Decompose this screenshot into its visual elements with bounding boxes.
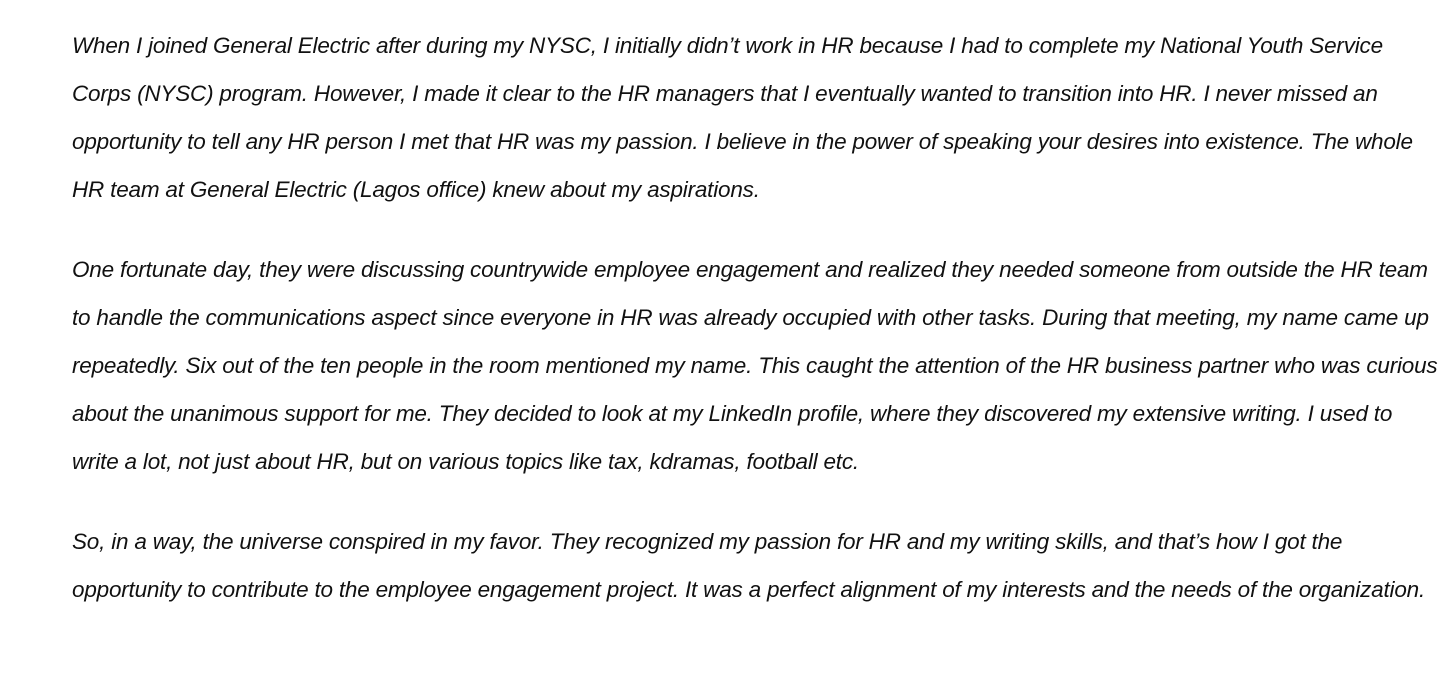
paragraph-employee-engagement: One fortunate day, they were discussing countrywide employee engagement and realized they needed someone from outside the HR team to handle the communications aspect since everyone in HR was already occupied with other tasks. During that meeting, my name came up repeatedly. Six out of the ten people in the room mentioned my name. This caught the attention of the HR business partner who was curious about the unanimous support for me. They decided to look at my LinkedIn profile, where they discovered my extensive writing. I used to write a lot, not just about HR, but on various topics like tax, kdramas, football etc. (72, 257, 1438, 474)
paragraph-universe-conspired: So, in a way, the universe conspired in my favor. They recognized my passion for HR and my writing skills, and that’s how I got the opportunity to contribute to the employee engagement project. It was a perfect alignment of my interests and the needs of the organization. (72, 529, 1426, 602)
paragraph-joining-ge: When I joined General Electric after during my NYSC, I initially didn’t work in HR because I had to complete my National Youth Service Corps (NYSC) program. However, I made it clear to the HR managers that I eventually wanted to transition into HR. I never missed an opportunity to tell any HR person I met that HR was my passion. I believe in the power of speaking your desires into existence. The whole HR team at General Electric (Lagos office) knew about my aspirations. (72, 33, 1413, 202)
article-body (72, 22, 1444, 614)
